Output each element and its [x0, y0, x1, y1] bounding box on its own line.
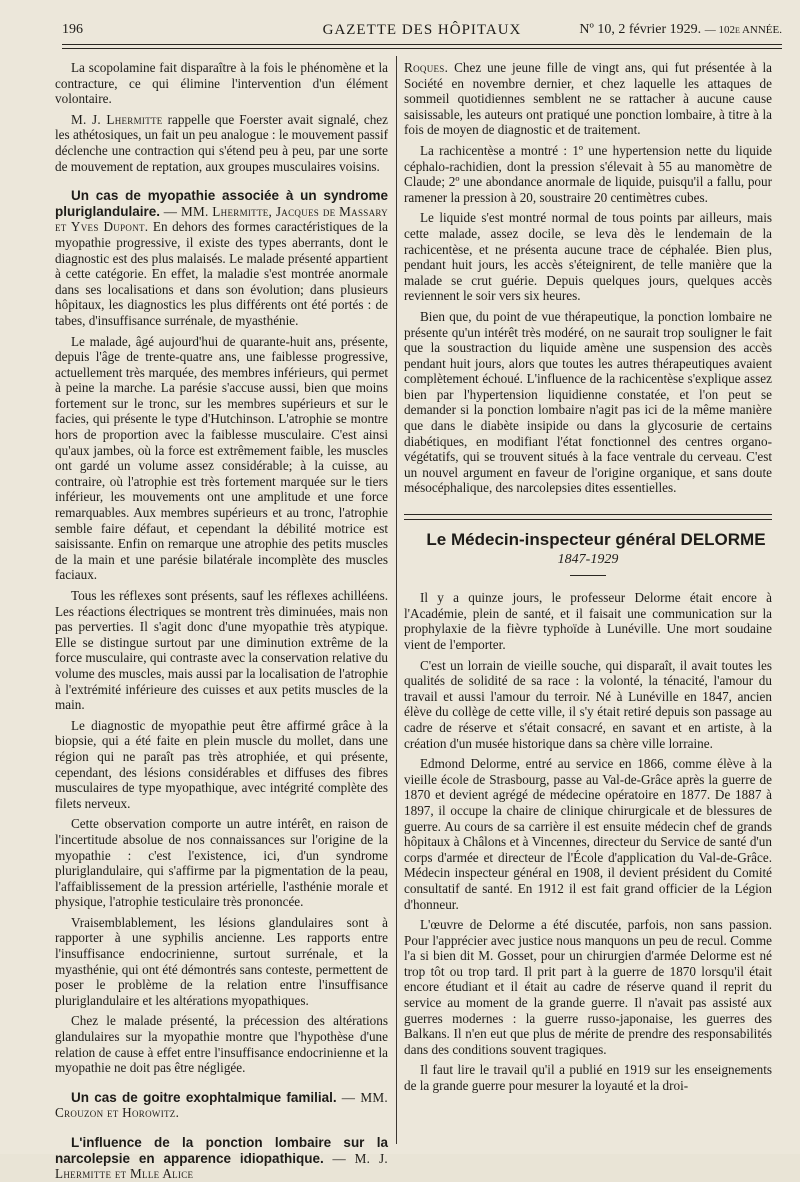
section-myopathie: Un cas de myopathie associée à un syndrome pluriglandulaire. — MM. Lhermitte, Jacques de Massary et Yves Dupont. En dehors des formes caractéristiques de la myopathie progressive, il existe des types aberrants, dont le diagnostic est des plus malaisés. Le malade présenté appartient à cette catégorie. En effet, la maladie s'est montrée anormale dans ses localisations et dans son évolution; dans plusieurs hôpitaux, les diagnostics les plus différents ont été portés : de tabes, d'insuffisance surrénale, de myasthénie.	[55, 188, 388, 328]
section-narcolepsie	[55, 1135, 388, 1182]
section-title: Un cas de myopathie associée à un syndrome pluriglandulaire.	[55, 188, 388, 219]
journal-title: GAZETTE DES HÔPITAUX	[322, 22, 522, 38]
issue-number: Nº 10, 2 février 1929.	[579, 22, 702, 37]
section-title: Un cas de goitre exophtalmique familial.	[71, 1089, 337, 1105]
issue-year: — 102e ANNÉE.	[704, 24, 782, 36]
paragraph: Vraisemblablement, les lésions glandulaires sont à rapporter à une syphilis ancienne. Les rapports entre l'insuffisance endocrinienne, surtout surrénale, et la myasthénie, qui ont été démontrés sans conteste, permettent de poser le problème de la relation entre l'insuffisance pluriglandulaire et les altérations myopathiques.	[55, 914, 388, 1008]
paragraph: Il y a quinze jours, le professeur Delorme était encore à l'Académie, plein de santé, et il faisait une communication sur la prophylaxie de la fièvre typhoïde à Lunéville. Une mort soudaine vient de l'emporter.	[404, 590, 772, 652]
paragraph: La scopolamine fait disparaître à la fois le phénomène et la contracture, ce qui élimine l'intervention d'un élément volontaire.	[55, 60, 388, 107]
paragraph: L'œuvre de Delorme a été discutée, parfois, non sans passion. Pour l'apprécier avec justice nous manquons un peu de recul. Comme l'a si bien dit M. Gosset, pour un chirurgien d'armée Delorme est né trop tôt ou trop tard. Il prit part à la guerre de 1870 lorsqu'il était encore étudiant et il était au cadre de réserve quand il reprit du service au moment de la grande guerre. Il n'avait pas assisté aux guerres modernes : la guerre russo-japonaise, les guerres des Balkans. Il n'en eut que plus de mérite de prendre des responsabilités dans des conditions souvent tragiques.	[404, 917, 772, 1057]
paragraph: M. J. Lhermitte rappelle que Foerster avait signalé, chez les athétosiques, un fait un peu analogue : le mouvement passif déclenche une contraction qui s'étend peu à peu, par une sorte de mouvement de reptation, aux groupes musculaires voisins.	[55, 111, 389, 174]
page-number: 196	[62, 22, 83, 37]
section-divider	[404, 514, 772, 520]
section-authors: — MM. Crouzon et Horowitz.	[55, 1089, 388, 1121]
left-column	[55, 60, 389, 1182]
paragraph: Chez le malade présenté, la précession des altérations glandulaires sur la myopathie montre que l'hypothèse d'une relation de cause à effet entre l'insuffisance endocrinienne et la myopathie ne doit pas être négligée.	[55, 1013, 388, 1076]
short-rule	[570, 575, 606, 576]
author-name: Roques.	[404, 60, 449, 75]
column-divider	[396, 56, 397, 1144]
issue-date	[579, 22, 782, 38]
paragraph: Tous les réflexes sont présents, sauf les réflexes achilléens. Les réactions électriques se montrent très diminuées, mais non pas perverties. Il s'agit donc d'une myopathie très atypique. Elle se distingue surtout par une diminution extrême de la force musculaire, qui contraste avec la conservation relative du volume des muscles, mais aussi par la localisation de l'atrophie à l'extrémité inférieure des cuisses et aux petits muscles de la main.	[55, 588, 388, 713]
section-authors: — MM. Lhermitte, Jacques de Massary et Yves Dupont.	[55, 203, 388, 235]
paragraph: Bien que, du point de vue thérapeutique, la ponction lombaire ne présente qu'un intérêt très modéré, on ne saurait trop souligner le fait que la soustraction du liquide amène une suspension des accès pendant huit jours, alors que toutes les autres thérapeutiques avaient complètement échoué. L'influence de la rachicentèse s'explique assez bien par l'hypertension liquidienne constatée, et l'on peut se demander si la ponction lombaire n'agit pas ici de la même manière que dans le diabète insipide ou dans la glycosurie de certains diabétiques, en modifiant l'état fonctionnel des centres organo-végétatifs, qui se trouvent situés à la face ventrale du cerveau. C'est un nouvel argument en faveur de l'origine organique, et sans doute mésocéphalique, des narcolepsies dites essentielles.	[404, 308, 772, 496]
author-name: M. J. Lhermitte	[71, 111, 163, 127]
section-authors: — M. J. Lhermitte et Mlle Alice	[55, 1150, 388, 1182]
paragraph: Le malade, âgé aujourd'hui de quarante-huit ans, présente, depuis l'âge de trente-quatre ans, une faiblesse progressive, actuellement très marquée, des membres inférieurs, qui permet à peine la marche. La parésie s'accuse aussi, bien que moins fortement sur le tronc, sur les membres supérieurs et sur le facies, qui présente le type d'Hutchinson. L'atrophie se montre hors de proportion avec la faiblesse musculaire. C'est ainsi qu'aux jambes, où la force est extrêmement faible, les muscles ont gardé un volume assez considérable; à la cuisse, au contraire, où l'atrophie est très fortement marquée sur le tiers inférieur, les mouvements ont une amplitude et une force remarquables. Aux membres supérieurs et au tronc, l'atrophie semble faire défaut, et cependant la débilité motrice est saisissante. Enfin on remarque une atrophie des petits muscles de la main et une parésie bilatérale incomplète des muscles faciaux.	[55, 333, 388, 583]
paragraph: Le diagnostic de myopathie peut être affirmé grâce à la biopsie, qui a été faite en plein muscle du mollet, dans une région qui ne paraît pas très atrophiée, et qui présente, cependant, des lésions considérables et diffuses des fibres musculaires de type myopathique, avec intégrité complète des filets nerveux.	[55, 717, 388, 811]
right-column	[404, 60, 772, 1144]
paragraph: Cette observation comporte un autre intérêt, en raison de l'incertitude absolue de nos connaissances sur l'origine de la myopathie : c'est l'existence, ici, d'un syndrome pluriglandulaire, qui s'affirme par la pigmentation de la peau, l'affaiblissement de la pression artérielle, l'asthénie morale et physique, l'atrophie testiculaire très prononcée.	[55, 816, 388, 910]
section-goitre	[55, 1090, 388, 1121]
page-header	[62, 22, 782, 45]
paragraph: Roques. Chez une jeune fille de vingt ans, qui fut présentée à la Société en novembre dernier, et chez laquelle les attaques de sommeil quotidiennes semblent ne se rattacher à aucune cause saisissable, les auteurs ont pratiqué une ponction lombaire, à titre à la fois de moyen de diagnostic et de traitement.	[404, 60, 772, 138]
section-title: L'influence de la ponction lombaire sur la narcolepsie en apparence idiopathique.	[55, 1135, 388, 1166]
paragraph: La rachicentèse a montré : 1º une hypertension nette du liquide céphalo-rachidien, dont la pression s'élevait à 55 au manomètre de Claude; 2º une abondance anormale de liquide, puisqu'il a fallu, pour ramener la pression à 20, soustraire 20 centimètres cubes.	[404, 142, 772, 205]
paragraph: C'est un lorrain de vieille souche, qui disparaît, il avait toutes les qualités de solidité de sa race : la volonté, la ténacité, l'amour du travail et aussi l'amour du terroir. Né à Lunéville en 1847, ancien élève du collège de cette ville, il s'y était retiré depuis son passage au cadre de réserve et s'était consacré, en savant et en artiste, à la création d'un musée historique dans sa chère ville lorraine.	[404, 657, 772, 751]
paragraph: Le liquide s'est montré normal de tous points par ailleurs, mais cette malade, assez docile, se leva dès le lendemain de la rachicentèse, et ne présenta aucune trace de céphalée. Bien plus, pendant huit jours, les accès s'éteignirent, de telle manière que la malade se crut guérie. Depuis quelques jours, quelques accès reviennent le soir vers six heures.	[404, 210, 772, 304]
obituary-dates: 1847-1929	[557, 551, 619, 567]
paragraph: Edmond Delorme, entré au service en 1866, comme élève à la vieille école de Strasbourg, passe au Val-de-Grâce après la guerre de 1870 et devient agrégé de médecine opératoire en 1877. De 1887 à 1897, il occupe la chaire de clinique chirurgicale et de blessures de guerre. Au cours de sa carrière il est ensuite médecin chef de grands hôpitaux à Châlons et à Vincennes, directeur du Service de santé d'un corps d'armée et directeur de l'École d'application du Val-de-Grâce. Médecin inspecteur général en 1908, il devient président du Comité consultatif de santé. En 1912 il est fait grand officier de la Légion d'honneur.	[404, 756, 772, 912]
obituary-title: Le Médecin-inspecteur général DELORME	[426, 530, 766, 550]
paragraph: Il faut lire le travail qu'il a publié en 1919 sur les enseignements de la grande guerre pour mesurer la loyauté et la droi-	[404, 1062, 772, 1094]
header-rule	[62, 48, 782, 49]
